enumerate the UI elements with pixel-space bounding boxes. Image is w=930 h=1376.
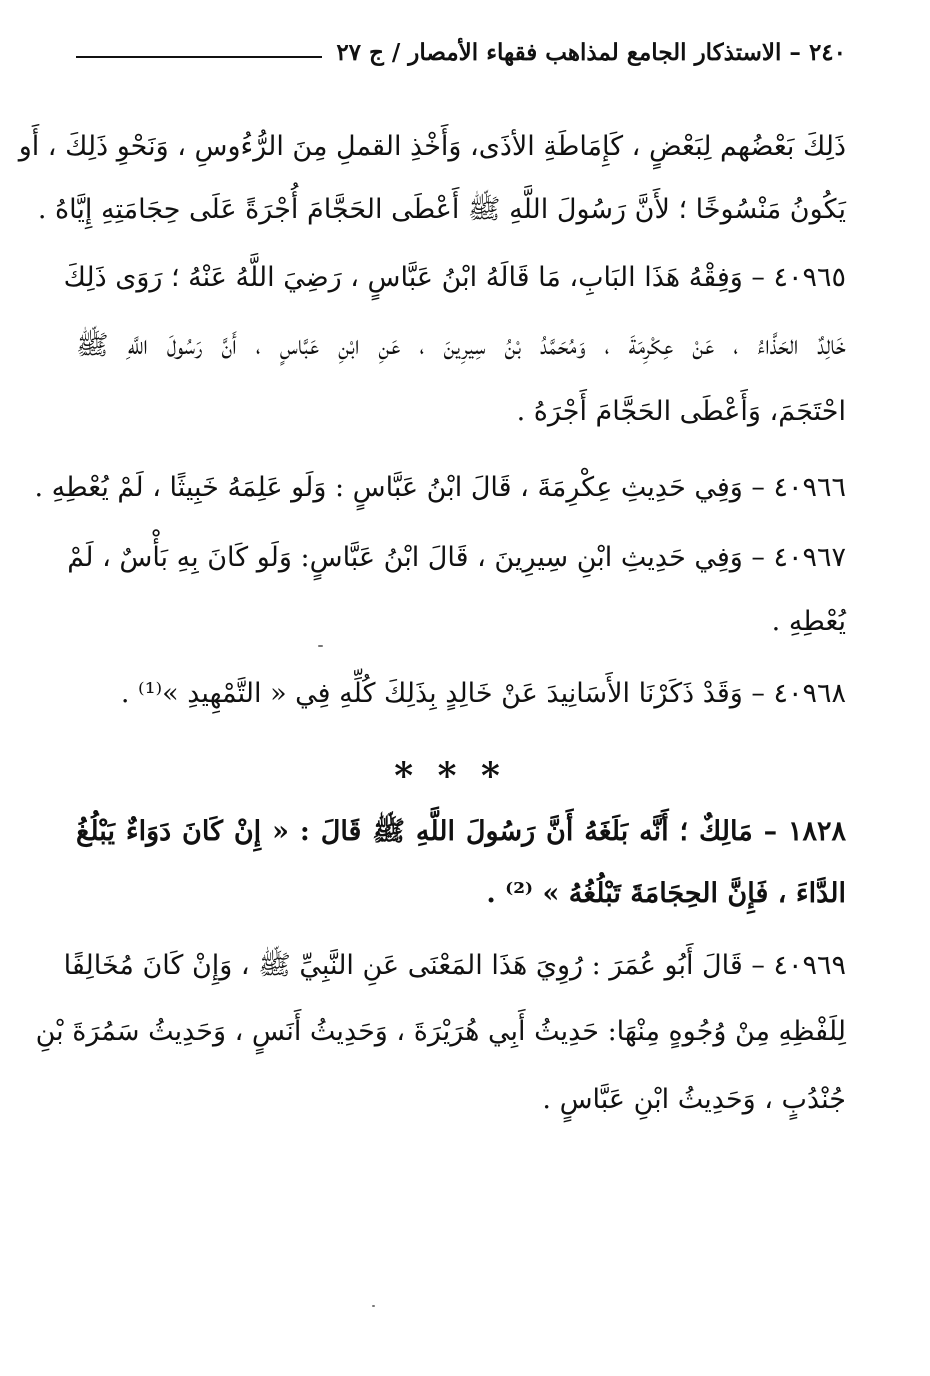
paragraph-40965-line-1: ٤٠٩٦٥ – وَفِقْهُ هَذَا البَابِ، مَا قَالَهُ ابْنُ عَبَّاسٍ ، رَضِيَ اللَّهُ عَنْهُ ؛ رَوَى ذَلِكَ [63,262,846,293]
scan-speck [318,645,323,647]
hadith-1828-line-1: ١٨٢٨ – مَالِكٌ ؛ أَنَّه بَلَغَهُ أَنَّ رَسُولَ اللَّهِ ﷺ قَالَ : « إِنْ كَانَ دَوَاءٌ يَبْلُغُ [76,816,846,847]
scan-speck [372,1305,375,1307]
text-line-2: يَكُونُ مَنْسُوخًا ؛ لأَنَّ رَسُولَ اللَّهِ ﷺ أَعْطَى الحَجَّامَ أُجْرَةً عَلَى حِجَامَتِهِ إِيَّاهُ . [37,194,846,225]
section-separator: * * * [394,755,506,797]
paragraph-40967-line-2: يُعْطِهِ . [771,606,846,637]
text-line-1: ذَلِكَ بَعْضُهم لِبَعْضٍ ، كَإِمَاطَةِ الأذَى، وَأَخْذِ القملِ مِنَ الرُّءُوسِ ، وَنَحْوِ ذَلِكَ ، أَو [18,131,846,162]
running-header [76,28,846,76]
paragraph-40969-line-2: لِلَفْظِهِ مِنْ وُجُوهٍ مِنْهَا: حَدِيثُ أَبِي هُرَيْرَةَ ، وَحَدِيثُ أَنَسٍ ، وَحَدِيثُ سَمُرَةَ بْنِ [35,1016,846,1047]
paragraph-40965-line-2: خَالِدٌ الحَذَّاءُ ، عَنْ عِكْرِمَةَ ، وَمُحَمَّدُ بْنُ سِيرِينَ ، عَنِ ابْنِ عَبَّاسٍ ، أَنَّ رَسُولَ اللَّهِ ﷺ [76,330,846,361]
paragraph-40968: ٤٠٩٦٨ – وَقَدْ ذَكَرْنَا الأَسَانِيدَ عَنْ خَالِدٍ بِذَلِكَ كُلِّهِ فِي « التَّمْهِيدِ »⁽¹⁾ . [120,678,846,709]
paragraph-40965-line-3: احْتَجَمَ، وَأَعْطَى الحَجَّامَ أَجْرَهُ . [516,396,846,427]
paragraph-40969-line-1: ٤٠٩٦٩ – قَالَ أَبُو عُمَرَ : رُوِيَ هَذَا المَعْنَى عَنِ النَّبِيِّ ﷺ ، وَإِنْ كَانَ مُخَالِفًا [63,950,846,981]
header-rule [76,56,322,58]
paragraph-40967-line-1: ٤٠٩٦٧ – وَفِي حَدِيثِ ابْنِ سِيرِينَ ، قَالَ ابْنُ عَبَّاسٍ: وَلَو كَانَ بِهِ بَأْسٌ ، لَمْ [67,542,846,573]
hadith-1828-line-2: الدَّاءَ ، فَإِنَّ الحِجَامَةَ تَبْلُغُهُ » ⁽²⁾ . [486,878,846,909]
paragraph-40966: ٤٠٩٦٦ – وَفِي حَدِيثِ عِكْرِمَةَ ، قَالَ ابْنُ عَبَّاسٍ : وَلَو عَلِمَهُ خَبِيثًا ، لَمْ يُعْطِهِ . [34,472,846,503]
header-title: ٢٤٠ – الاستذكار الجامع لمذاهب فقهاء الأمصار / ج ٢٧ [336,38,846,66]
paragraph-40969-line-3: جُنْدُبٍ ، وَحَدِيثُ ابْنِ عَبَّاسٍ . [542,1084,846,1115]
